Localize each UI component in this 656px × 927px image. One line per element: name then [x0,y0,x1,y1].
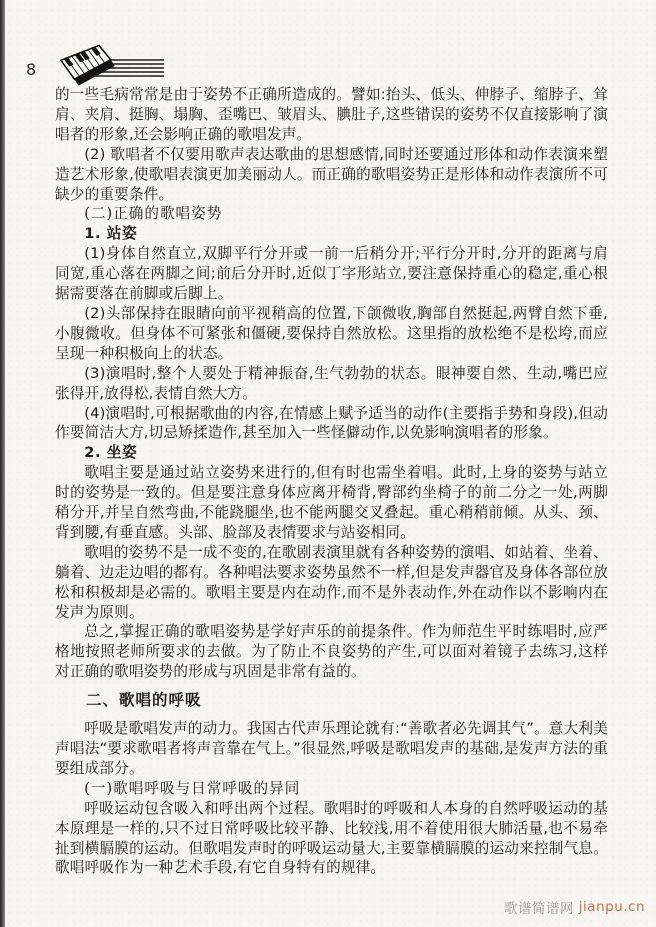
watermark-site-link[interactable]: jianpu.cn [578,899,646,915]
book-binding-edge [0,0,5,927]
paragraph: (4)演唱时,可根据歌曲的内容,在情感上赋予适当的动作(主要指手势和身段),但动作要简洁大方,切忌矫揉造作,甚至加入一些怪僻动作,以免影响演唱者的形象。 [55,404,608,442]
paragraph: (2)头部保持在眼睛向前平视稍高的位置,下颌微收,胸部自然挺起,两臂自然下垂,小腹微收。但身体不可紧张和僵硬,要保持自然放松。这里指的放松绝不是松垮,而应呈现一种积极向上的状态。 [55,304,608,362]
paragraph: (3)演唱时,整个人要处于精神振奋,生气勃勃的状态。眼神要自然、生动,嘴巴应张得开,放得松,表情自然大方。 [55,364,608,402]
page-number: 8 [26,59,37,79]
paragraph: 歌唱的姿势不是一成不变的,在歌剧表演里就有各种姿势的演唱、如站着、坐着、躺着、边走边唱的都有。各种唱法要求姿势虽然不一样,但是发声器官及身体各部位放松和积极却是必需的。歌唱主要是内在动作,而不是外表动作,外在动作以不影响内在发声为原则。 [55,543,608,621]
piano-keyboard-icon [56,44,166,86]
section-heading: 2. 坐姿 [84,444,138,462]
paragraph: 呼吸是歌唱发声的动力。我国古代声乐理论就有:“善歌者必先调其气”。意大利美声唱法“要求歌唱者将声音靠在气上。”很显然,呼吸是歌唱发声的基础,是发声方法的重要组成部分。 [55,720,608,777]
watermark-site-name: 歌谱简谱网 [504,901,574,917]
watermark [504,897,645,917]
paragraph: (一)歌唱呼吸与日常呼吸的异同 [84,779,301,797]
section-heading: 1. 站姿 [84,225,138,243]
page-header [26,44,166,86]
paragraph: 的一些毛病常常是由于姿势不正确所造成的。譬如:抬头、低头、伸脖子、缩脖子、耸肩、夹肩、挺胸、塌胸、歪嘴巴、皱眉头、腆肚子,这些错误的姿势不仅直接影响了演唱者的形象,还会影响正确的歌唱发声。 [55,86,608,143]
paragraph: 总之,掌握正确的歌唱姿势是学好声乐的前提条件。作为师范生平时练唱时,应严格地按照老师所要求的去做。为了防止不良姿势的产生,可以面对着镜子去练习,这样对正确的歌唱姿势的形成与巩固是非常有益的。 [55,623,608,681]
page-content [55,85,608,878]
paragraph: (二)正确的歌唱姿势 [84,205,223,223]
paragraph: 呼吸运动包含吸入和呼出两个过程。歌唱时的呼吸和人本身的自然呼吸运动的基本原理是一样的,只不过日常呼吸比较平静、比较浅,用不着使用很大肺活量,也不易牵扯到横膈膜的运动。但歌唱发声时的呼吸运动量大,主要靠横膈膜的运动来控制气息。歌唱呼吸作为一种艺术手段,有它自身特有的规律。 [55,799,608,877]
paragraph: (1)身体自然直立,双脚平行分开或一前一后稍分开;平行分开时,分开的距离与肩同宽,重心落在两脚之间;前后分开时,近似丁字形站立,要注意保持重心的稳定,重心根据需要落在前脚或后脚上。 [55,245,608,303]
paragraph: (2) 歌唱者不仅要用歌声表达歌曲的思想感情,同时还要通过形体和动作表演来塑造艺术形象,使歌唱表演更加美丽动人。而正确的歌唱姿势正是形体和动作表演所不可缺少的重要条件。 [55,145,608,203]
section-heading: 二、歌唱的呼吸 [86,691,202,710]
paragraph: 歌唱主要是通过站立姿势来进行的,但有时也需坐着唱。此时,上身的姿势与站立时的姿势是一致的。但是要注意身体应离开椅背,臀部约坐椅子的前二分之一处,两脚稍分开,并呈自然弯曲,不能跷腿坐,也不能两腿交叉叠起。重心稍稍前倾。从头、颈、背到腰,有垂直感。头部、脸部及表情要求与站姿相同。 [55,464,608,541]
